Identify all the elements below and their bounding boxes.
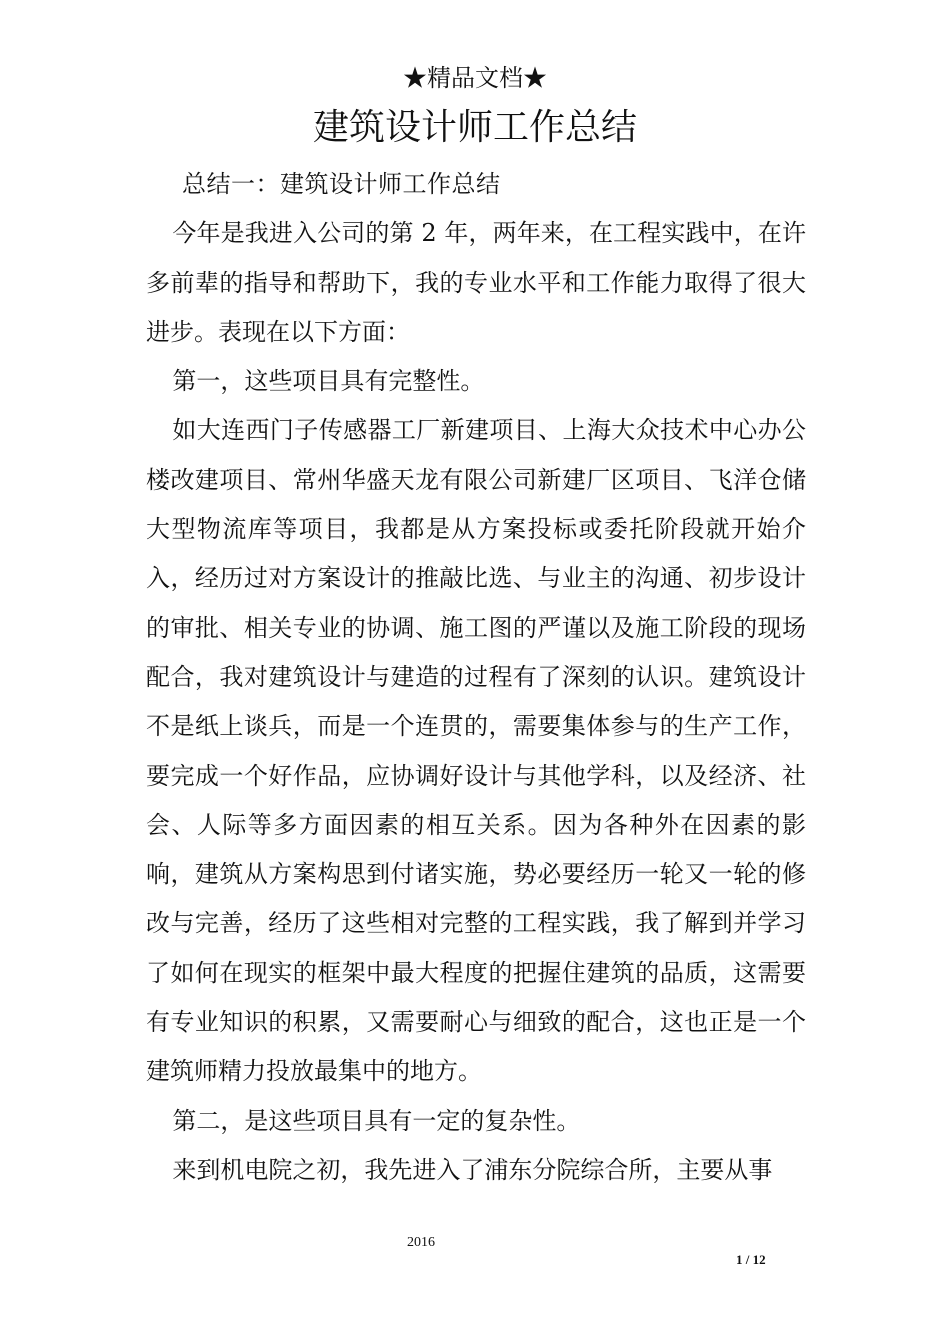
paragraph: 来到机电院之初，我先进入了浦东分院综合所，主要从事 bbox=[172, 1155, 773, 1184]
paragraph: 今年是我进入公司的第 2 年，两年来，在工程实践中，在许多前辈的指导和帮助下，我的专业水平和工作能力取得了很大进步。表现在以下方面： bbox=[146, 219, 806, 346]
paragraph: 第一，这些项目具有完整性。 bbox=[172, 367, 485, 396]
footer-year: 2016 bbox=[407, 1235, 435, 1250]
header-stamp: ★精品文档★ bbox=[403, 64, 547, 92]
page-indicator: 1 / 12 bbox=[736, 1252, 766, 1267]
paragraph: 第二，是这些项目具有一定的复杂性。 bbox=[172, 1106, 581, 1135]
paragraph: 如大连西门子传感器工厂新建项目、上海大众技术中心办公楼改建项目、常州华盛天龙有限公司新建厂区项目、飞洋仓储大型物流库等项目，我都是从方案投标或委托阶段就开始介入，经历过对方案设计的推敲比选、与业主的沟通、初步设计的审批、相关专业的协调、施工图的严谨以及施工阶段的现场配合，我对建筑设计与建造的过程有了深刻的认识。建筑设计不是纸上谈兵，而是一个连贯的，需要集体参与的生产工作，要完成一个好作品，应协调好设计与其他学科，以及经济、社会、人际等多方面因素的相互关系。因为各种外在因素的影响，建筑从方案构思到付诸实施，势必要经历一轮又一轮的修改与完善，经历了这些相对完整的工程实践，我了解到并学习了如何在现实的框架中最大程度的把握住建筑的品质，这需要有专业知识的积累，又需要耐心与细致的配合，这也正是一个建筑师精力投放最集中的地方。 bbox=[146, 416, 806, 1086]
section-heading: 总结一：建筑设计师工作总结 bbox=[182, 170, 501, 198]
document-title: 建筑设计师工作总结 bbox=[312, 107, 637, 148]
document-body bbox=[146, 160, 806, 1195]
